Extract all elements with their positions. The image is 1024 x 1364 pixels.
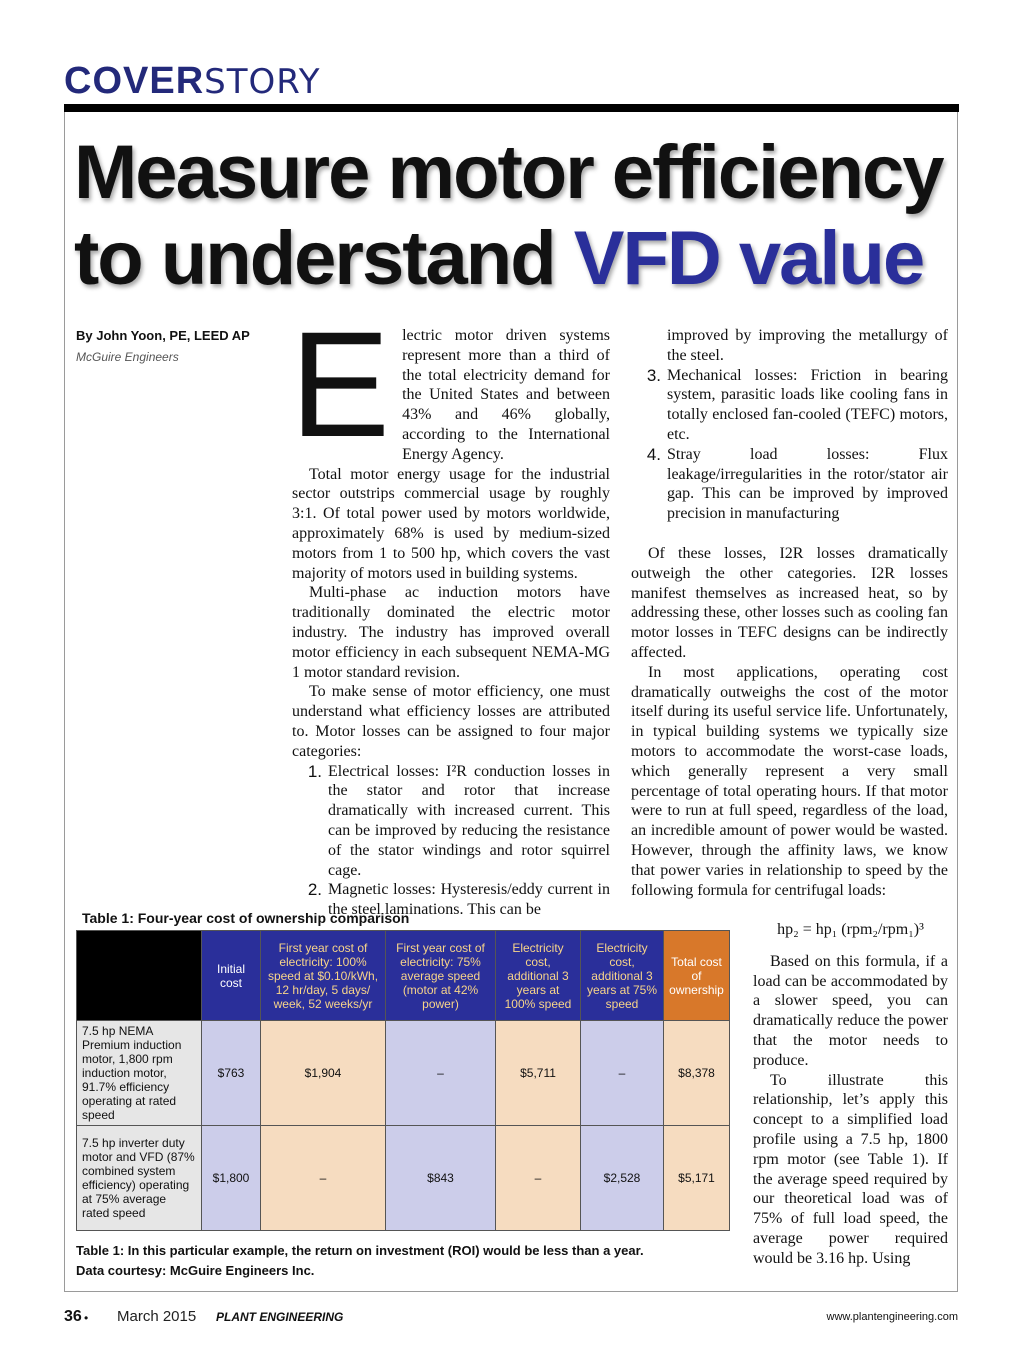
table-header: Electricity cost, additional 3 years at 75% speed [581, 931, 664, 1021]
list-number: 1. [307, 761, 322, 781]
paragraph: Of these losses, I2R losses dramatically outweigh the other categories. I2R losses manifest themselves as increased heat, so by addressing these, other losses such as cooling fan motor losses in TEFC designs can be indirectly affected. [631, 544, 948, 661]
table-corner [77, 931, 202, 1021]
table-caption [76, 1241, 644, 1281]
list-text: Mechanical losses: Friction in bearing system, parasitic loads like cooling fans in totally enclosed fan-cooled (TEFC) motors, etc. [667, 366, 948, 443]
footer-separator: • [84, 1311, 89, 1325]
paragraph: Based on this formula, if a load can be accommodated by a slower speed, you can dramatically reduce the power that the motor needs to produce. [753, 952, 948, 1069]
table-cell: $5,171 [664, 1126, 730, 1231]
list-item-continued [631, 326, 948, 366]
publication-name: PLANT ENGINEERING [216, 1310, 344, 1324]
website-url: www.plantengineering.com [826, 1311, 958, 1323]
list-item [631, 445, 948, 524]
headline-line1: Measure motor efficiency [74, 130, 943, 215]
table-cell: $8,378 [664, 1021, 730, 1126]
caption-line: Table 1: In this particular example, the return on investment (ROI) would be less than a year. [76, 1243, 644, 1258]
list-number: 2. [307, 880, 322, 900]
page-number: 36 [64, 1308, 82, 1325]
caption-credit: Data courtesy: McGuire Engineers Inc. [76, 1263, 315, 1278]
paragraph: lectric motor driven systems represent more than a third of the total electricity demand for the United States and between 43% and 46% globally, according to the International Energy Agency. [402, 327, 610, 463]
list-text: Stray load losses: Flux leakage/irregularities in the rotor/stator air gap. This can be improved by improved precision in manufacturing [667, 445, 948, 523]
body-column-2 [631, 326, 948, 900]
paragraph: Total motor energy usage for the industrial sector outstrips commercial usage by roughly 3:1. Of total power used by motors worldwide, approximately 68% is used by medium-sized motors from 1 to 500 hp, which covers the vast majority of motors used in building systems. [292, 465, 610, 582]
paragraph: In most applications, operating cost dramatically outweighs the cost of the motor itself during its useful service life. Unfortunately, in typical building systems we typically size motors to accommodate the worst-case loads, which generally represent a very small percentage of total operating hours. If that motor were to run at full speed, regardless of the load, an incredible amount of power would be wasted. However, through the affinity laws, we know that power varies in relationship to speed by the following formula for centrifugal loads: [631, 663, 948, 899]
headline [74, 130, 954, 302]
headline-line2: to understand [74, 216, 574, 301]
list-text: improved by improving the metallurgy of the steel. [667, 327, 948, 364]
table-header: Electricity cost, additional 3 years at 100% speed [496, 931, 581, 1021]
table-cell: – [261, 1126, 386, 1231]
row-label: 7.5 hp inverter duty motor and VFD (87% combined system efficiency) operating at 75% average rated speed [77, 1126, 202, 1231]
table-header: Total cost of ownership [664, 931, 730, 1021]
table-row [77, 1021, 730, 1126]
byline-author: By John Yoon, PE, LEED AP [76, 328, 250, 343]
table-title: Table 1: Four-year cost of ownership comparison [82, 910, 410, 926]
section-label-story: STORY [204, 62, 321, 102]
drop-cap: E [290, 300, 391, 468]
table-cell: $1,904 [261, 1021, 386, 1126]
body-column-3 [753, 920, 948, 1269]
list-item [292, 762, 610, 881]
table-cell: – [386, 1021, 496, 1126]
table-cell: – [496, 1126, 581, 1231]
section-label [64, 60, 320, 103]
cost-table [76, 930, 730, 1231]
table-cell: $5,711 [496, 1021, 581, 1126]
paragraph: To illustrate this relationship, let’s apply this concept to a simplified load profile using a 7.5 hp, 1800 rpm motor (see Table 1). If the average speed required by our theoretical load was of 75% of full load speed, the average power required would be 3.16 hp. Using [753, 1071, 948, 1267]
section-label-cover: COVER [64, 60, 205, 102]
table-cell: $2,528 [581, 1126, 664, 1231]
top-rule [64, 104, 959, 112]
table-header: First year cost of electricity: 100% speed at $0.10/kWh, 12 hr/day, 5 days/ week, 52 weeks/yr [261, 931, 386, 1021]
list-item [631, 366, 948, 445]
issue-date: March 2015 [117, 1308, 197, 1325]
list-text: Electrical losses: I²R conduction losses in the stator and rotor that increase dramatically with increased current. This can be improved by reducing the resistance of the stator windings and rotor squirrel cage. [328, 762, 610, 879]
byline-affiliation: McGuire Engineers [76, 350, 179, 364]
list-number: 4. [646, 444, 661, 464]
table-header: Initial cost [202, 931, 261, 1021]
paragraph: To make sense of motor efficiency, one must understand what efficiency losses are attributed to. Motor losses can be assigned to four major categories: [292, 683, 610, 760]
table-cell: $843 [386, 1126, 496, 1231]
table-header-row [77, 931, 730, 1021]
table-cell: $1,800 [202, 1126, 261, 1231]
list-number: 3. [646, 365, 661, 385]
headline-accent: VFD value [573, 216, 924, 301]
body-column-1 [290, 300, 610, 920]
formula: hp₂ = hp₁ (rpm₂/rpm₁)³ [777, 921, 924, 938]
row-label: 7.5 hp NEMA Premium induction motor, 1,800 rpm induction motor, 91.7% efficiency operating at rated speed [77, 1021, 202, 1126]
paragraph: Multi-phase ac induction motors have traditionally dominated the electric motor industry. The industry has improved overall motor efficiency in each subsequent NEMA-MG 1 motor standard revision. [292, 584, 610, 681]
list-text: Magnetic losses: Hysteresis/eddy current in the steel laminations. This can be [328, 881, 610, 919]
table-cell: $763 [202, 1021, 261, 1126]
table-header: First year cost of electricity: 75% average speed (motor at 42% power) [386, 931, 496, 1021]
table-row [77, 1126, 730, 1231]
table-cell: – [581, 1021, 664, 1126]
